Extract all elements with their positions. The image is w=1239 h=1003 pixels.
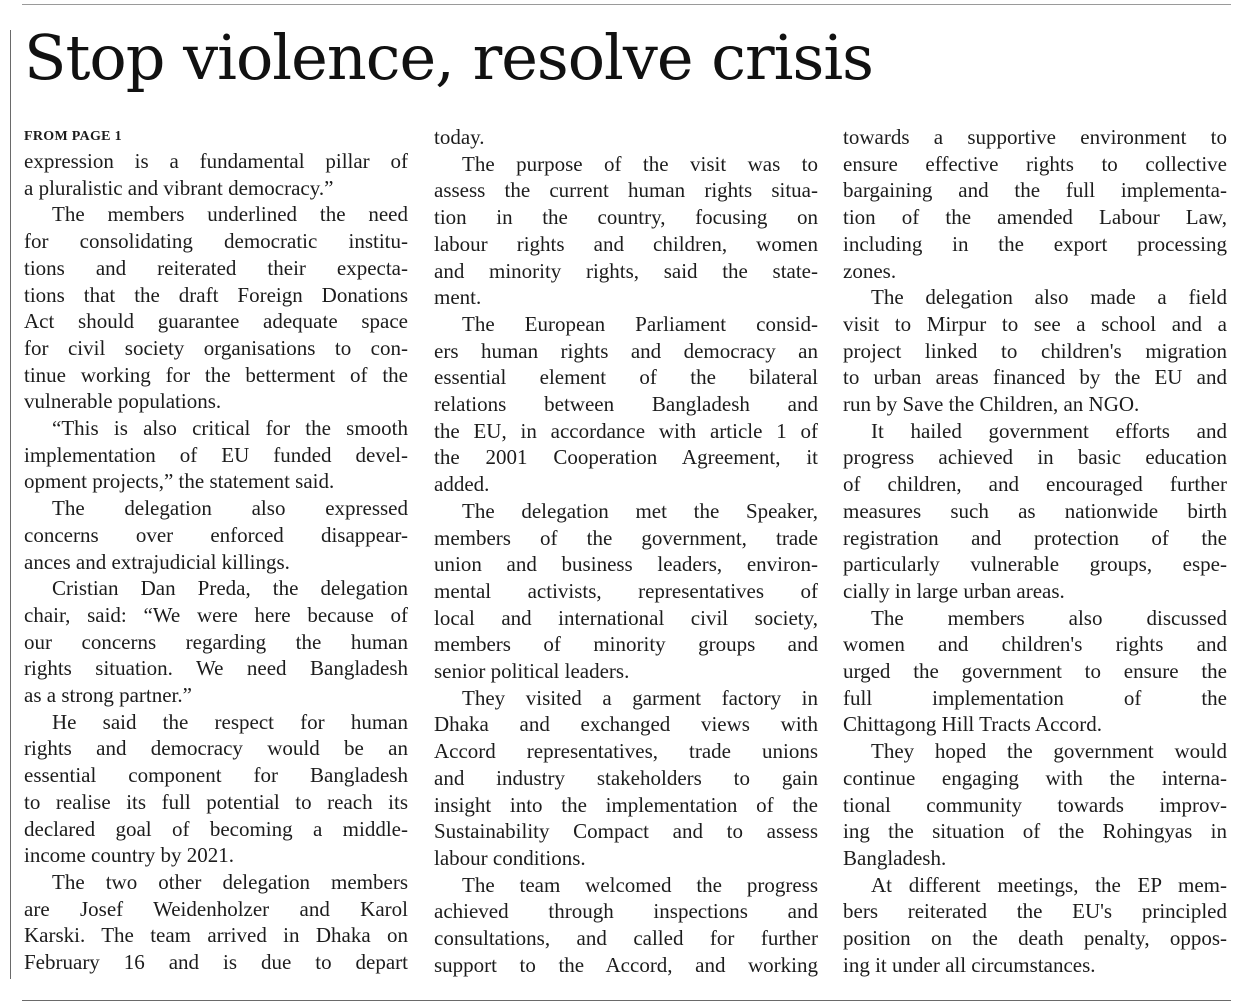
text-line: of children, and encouraged further: [843, 472, 1227, 497]
text-line: run by Save the Children, an NGO.: [843, 392, 1140, 417]
text-line: full implementation of the: [843, 685, 1227, 710]
text-line: “This is also critical for the smooth: [52, 416, 408, 441]
text-line: to realise its full potential to reach its: [24, 789, 408, 814]
column-3-text: [843, 124, 1227, 979]
kicker: FROM PAGE 1: [24, 129, 122, 144]
text-line: zones.: [843, 258, 897, 283]
text-line: the EU, in accordance with article 1 of: [434, 418, 818, 443]
text-line: union and business leaders, environ-: [434, 552, 818, 577]
text-line: The two other delegation members: [52, 869, 408, 894]
column-3: [843, 124, 1227, 979]
text-line: ment.: [434, 285, 482, 310]
text-line: tions and reiterated their expecta-: [24, 255, 408, 280]
text-line: The delegation also expressed: [52, 496, 408, 521]
text-line: and industry stakeholders to gain: [434, 765, 818, 790]
text-line: to urban areas financed by the EU and: [843, 365, 1227, 390]
text-line: The members also discussed: [871, 605, 1227, 630]
text-line: progress achieved in basic education: [843, 445, 1227, 470]
text-line: a pluralistic and vibrant democracy.”: [24, 175, 334, 200]
text-line: members of the government, trade: [434, 525, 818, 550]
text-line: The delegation also made a field: [871, 285, 1227, 310]
text-line: visit to Mirpur to see a school and a: [843, 311, 1227, 336]
text-line: labour conditions.: [434, 845, 586, 870]
text-line: added.: [434, 472, 490, 497]
text-line: Bangladesh.: [843, 845, 947, 870]
text-line: ers human rights and democracy an: [434, 338, 818, 363]
text-line: including in the export processing: [843, 231, 1227, 256]
text-line: assess the current human rights situa-: [434, 178, 818, 203]
text-line: mental activists, representatives of: [434, 578, 818, 603]
text-line: measures such as nationwide birth: [843, 498, 1227, 523]
text-line: today.: [434, 125, 485, 149]
text-line: achieved through inspections and: [434, 899, 818, 924]
text-line: income country by 2021.: [24, 843, 234, 868]
text-line: Cristian Dan Preda, the delegation: [52, 576, 408, 601]
text-line: ensure effective rights to collective: [843, 151, 1227, 176]
text-line: vulnerable populations.: [24, 389, 222, 414]
headline: Stop violence, resolve crisis: [24, 21, 873, 94]
text-line: support to the Accord, and working: [434, 952, 818, 977]
text-line: tinue working for the betterment of the: [24, 362, 408, 387]
column-1: [24, 124, 408, 976]
text-line: our concerns regarding the human: [24, 629, 408, 654]
text-line: rights situation. We need Bangladesh: [24, 656, 408, 681]
text-line: consultations, and called for further: [434, 926, 818, 951]
text-line: as a strong partner.”: [24, 683, 192, 708]
text-line: local and international civil society,: [434, 605, 818, 630]
text-line: Act should guarantee adequate space: [24, 309, 408, 334]
text-line: registration and protection of the: [843, 525, 1227, 550]
text-line: tional community towards improv-: [843, 792, 1227, 817]
text-line: Sustainability Compact and to assess: [434, 819, 818, 844]
text-line: tions that the draft Foreign Donations: [24, 282, 408, 307]
text-line: Dhaka and exchanged views with: [434, 712, 818, 737]
text-line: It hailed government efforts and: [871, 418, 1227, 443]
text-line: senior political leaders.: [434, 659, 630, 684]
text-line: cially in large urban areas.: [843, 578, 1065, 603]
text-line: expression is a fundamental pillar of: [24, 149, 408, 173]
text-line: and minority rights, said the state-: [434, 258, 818, 283]
text-line: labour rights and children, women: [434, 231, 818, 256]
text-line: bargaining and the full implementa-: [843, 178, 1227, 203]
text-line: continue engaging with the interna-: [843, 765, 1227, 790]
text-line: insight into the implementation of the: [434, 792, 818, 817]
text-line: for civil society organisations to con-: [24, 335, 408, 360]
text-line: women and children's rights and: [843, 632, 1227, 657]
column-2-text: [434, 124, 818, 979]
text-line: He said the respect for human: [52, 709, 408, 734]
text-line: ances and extrajudicial killings.: [24, 549, 290, 574]
text-line: The purpose of the visit was to: [462, 151, 818, 176]
text-line: February 16 and is due to depart: [24, 950, 408, 975]
text-line: bers reiterated the EU's principled: [843, 899, 1227, 924]
text-line: chair, said: “We were here because of: [24, 602, 408, 627]
text-line: position on the death penalty, oppos-: [843, 926, 1227, 951]
text-line: urged the government to ensure the: [843, 659, 1227, 684]
text-line: They hoped the government would: [871, 739, 1227, 764]
text-line: implementation of EU funded devel-: [24, 442, 408, 467]
text-line: members of minority groups and: [434, 632, 818, 657]
text-line: rights and democracy would be an: [24, 736, 408, 761]
text-line: essential element of the bilateral: [434, 365, 818, 390]
column-2: [434, 124, 818, 979]
text-line: The members underlined the need: [52, 202, 408, 227]
text-line: particularly vulnerable groups, espe-: [843, 552, 1227, 577]
text-line: project linked to children's migration: [843, 338, 1227, 363]
text-line: Chittagong Hill Tracts Accord.: [843, 712, 1102, 737]
left-rule: [10, 30, 11, 979]
text-line: towards a supportive environment to: [843, 125, 1227, 149]
text-line: for consolidating democratic institu-: [24, 229, 408, 254]
text-line: the 2001 Cooperation Agreement, it: [434, 445, 818, 470]
text-line: opment projects,” the statement said.: [24, 469, 335, 494]
text-line: At different meetings, the EP mem-: [871, 872, 1227, 897]
top-rule: [22, 4, 1231, 5]
text-line: The delegation met the Speaker,: [462, 498, 818, 523]
text-line: relations between Bangladesh and: [434, 392, 818, 417]
text-line: The European Parliament consid-: [462, 311, 818, 336]
text-line: They visited a garment factory in: [462, 685, 818, 710]
text-line: essential component for Bangladesh: [24, 763, 408, 788]
text-line: Karski. The team arrived in Dhaka on: [24, 923, 408, 948]
text-line: ing the situation of the Rohingyas in: [843, 819, 1227, 844]
text-line: ing it under all circumstances.: [843, 952, 1096, 977]
text-line: concerns over enforced disappear-: [24, 522, 408, 547]
bottom-rule: [22, 1000, 1231, 1001]
text-line: are Josef Weidenholzer and Karol: [24, 896, 408, 921]
text-line: tion of the amended Labour Law,: [843, 205, 1227, 230]
text-line: tion in the country, focusing on: [434, 205, 818, 230]
column-1-text: [24, 148, 408, 976]
text-line: The team welcomed the progress: [462, 872, 818, 897]
text-line: Accord representatives, trade unions: [434, 739, 818, 764]
text-line: declared goal of becoming a middle-: [24, 816, 408, 841]
